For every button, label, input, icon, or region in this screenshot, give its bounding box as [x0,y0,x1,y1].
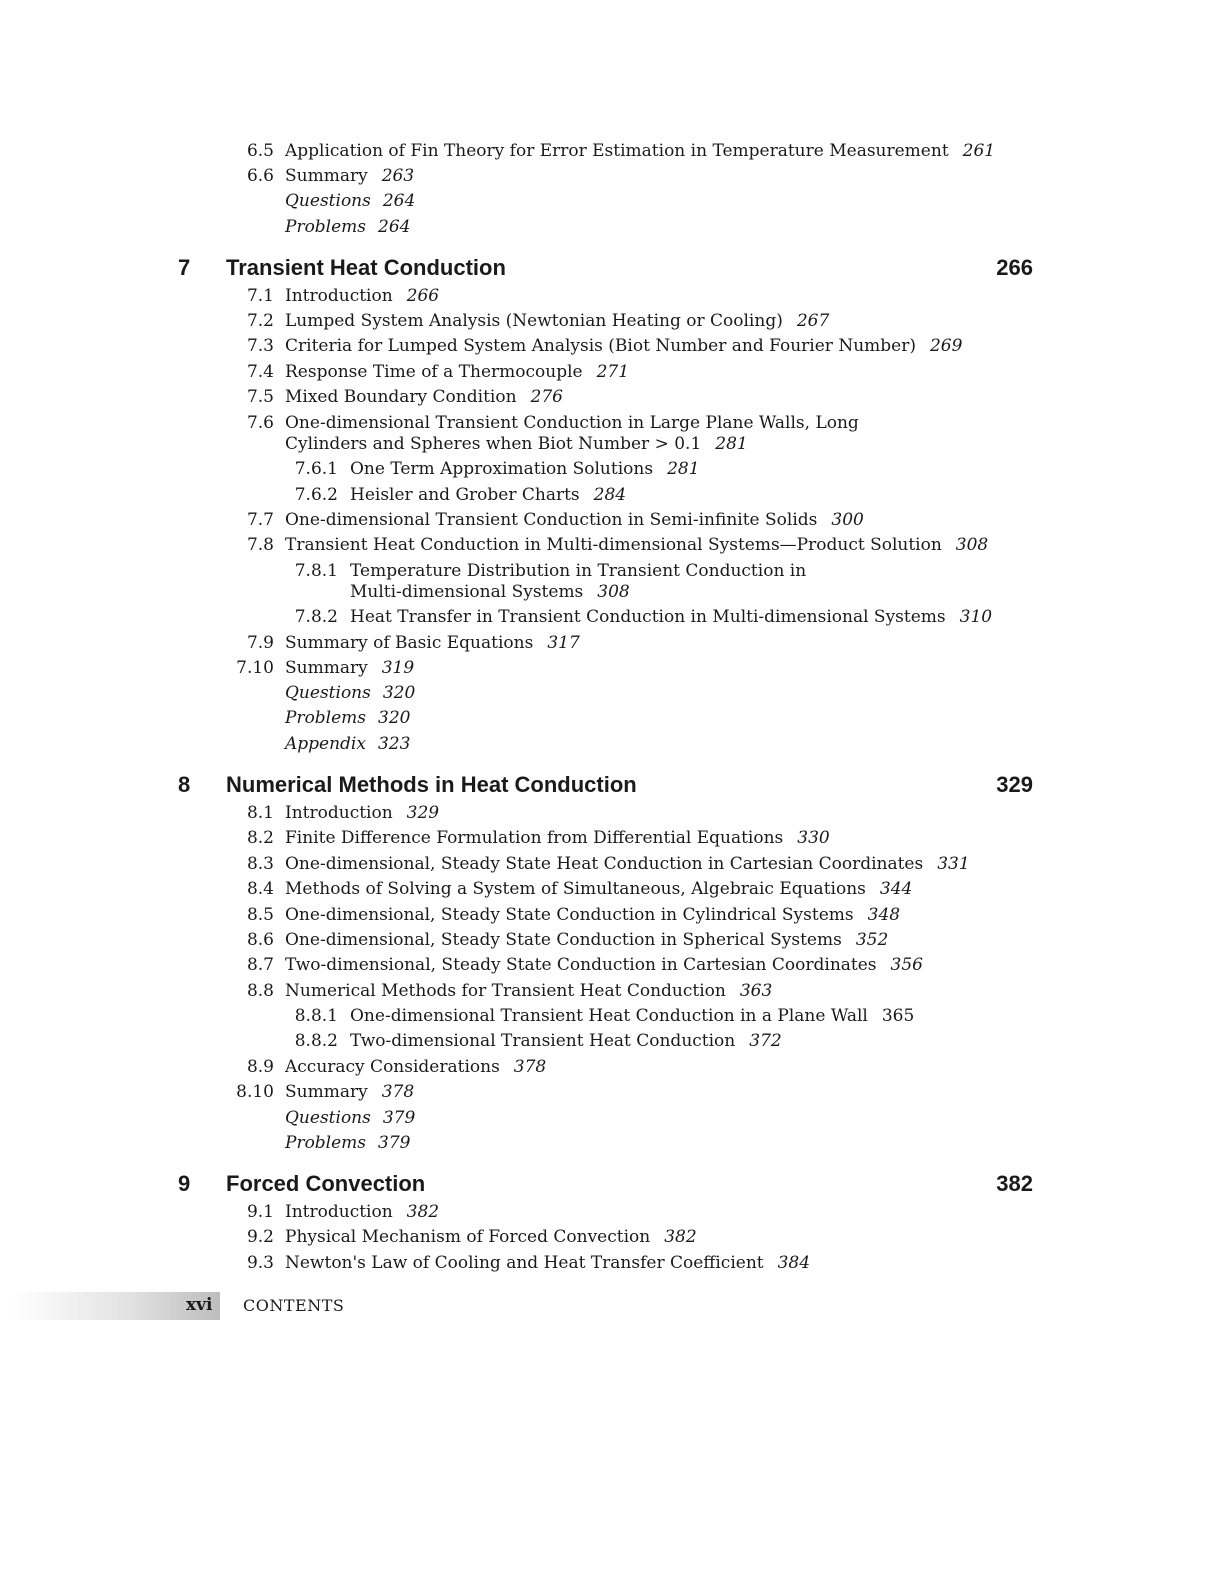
section-title: One-dimensional, Steady State Conduction in Cylindrical Systems [285,905,854,925]
section-number: 7.5 [246,387,274,407]
page-number: 284 [593,485,627,505]
page-number: 379 [382,1108,416,1128]
section-title-row [285,878,912,900]
section-title-row [285,335,962,357]
section-title: Response Time of a Thermocouple [285,362,583,382]
section-number: 8.10 [236,1082,274,1102]
section-title-row [285,1081,414,1103]
section-title: Cylinders and Spheres when Biot Number > 0.1 [285,434,702,454]
page-folio: xvi [186,1295,213,1315]
section-number: 7.1 [246,286,274,306]
section-title-row [285,361,629,383]
toc-problems [285,216,410,238]
section-title-row [285,1226,697,1248]
section-number: 9.2 [246,1227,274,1247]
section-number: 8.3 [246,854,274,874]
section-title-row [285,140,995,162]
subsection-number: 7.8.2 [294,607,338,627]
toc-questions [285,190,415,212]
page-number: 264 [378,217,411,237]
section-title: Introduction [285,803,393,823]
page-number: 378 [513,1057,547,1077]
section-title: Summary [285,166,368,186]
chapter-page: 329 [996,772,1033,797]
page-number: 276 [530,387,563,407]
section-title-row [285,386,563,408]
section-title: Introduction [285,286,393,306]
toc-problems [285,1132,410,1154]
section-title: Summary [285,658,368,678]
toc-appendix [285,733,410,755]
section-title: One-dimensional, Steady State Conduction in Spherical Systems [285,930,842,950]
section-number: 6.6 [246,166,274,186]
running-head: CONTENTS [243,1296,345,1315]
page-number: 356 [890,955,923,975]
section-title: Introduction [285,1202,393,1222]
chapter-number: 9 [178,1171,191,1196]
section-number: 6.5 [246,141,274,161]
toc-entry-continuation [350,581,630,603]
section-number: 8.4 [246,879,274,899]
page-number: 308 [955,535,989,555]
page-number: 372 [749,1031,782,1051]
section-title-row [285,632,580,654]
subsection-number: 7.6.2 [294,485,338,505]
page-number: 363 [739,981,773,1001]
page-number: 331 [937,854,970,874]
chapter-number: 8 [178,772,191,797]
section-number: 7.8 [246,535,274,555]
section-title-row [285,285,439,307]
section-title: One-dimensional Transient Conduction in Large Plane Walls, Long [285,413,859,433]
section-title: Methods of Solving a System of Simultaneous, Algebraic Equations [285,879,866,899]
page-number: 281 [667,459,700,479]
section-title: Questions [285,1108,371,1128]
section-title: Newton's Law of Cooling and Heat Transfer Coefficient [285,1253,764,1273]
section-number: 7.2 [246,311,274,331]
section-number: 9.1 [246,1202,274,1222]
page-number: 329 [406,803,440,823]
section-title: Lumped System Analysis (Newtonian Heating or Cooling) [285,311,783,331]
page-number: 271 [596,362,630,382]
section-title: One-dimensional Transient Heat Conduction in a Plane Wall [350,1006,868,1026]
section-number: 7.6 [246,413,274,433]
section-title-row [285,904,900,926]
section-number: 9.3 [246,1253,274,1273]
page-number: 319 [381,658,415,678]
subsection-number: 8.8.1 [294,1006,338,1026]
section-number: 7.7 [246,510,274,530]
section-title: Criteria for Lumped System Analysis (Biot Number and Fourier Number) [285,336,916,356]
section-number: 7.10 [236,658,274,678]
section-title: Heat Transfer in Transient Conduction in Multi-dimensional Systems [350,607,946,627]
toc-entry-continuation [285,433,748,455]
section-title-row [285,827,830,849]
section-title: Problems [285,217,367,237]
section-number: 8.9 [246,1057,274,1077]
section-title-row [285,509,864,531]
page-number: 352 [855,930,889,950]
section-title-row [285,1056,546,1078]
section-title: Problems [285,1133,367,1153]
section-title-row [285,929,888,951]
subsection-number: 8.8.2 [294,1031,338,1051]
section-title: Accuracy Considerations [285,1057,500,1077]
page-number: 384 [777,1253,811,1273]
chapter-page: 266 [996,255,1033,280]
chapter-page: 382 [996,1171,1033,1196]
section-title-row [285,1252,810,1274]
section-title-row [285,310,829,332]
section-title: Application of Fin Theory for Error Estimation in Temperature Measurement [285,141,949,161]
section-title-row [350,458,700,480]
section-title-row [285,165,414,187]
section-title-row [350,606,992,628]
page-number: 267 [796,311,830,331]
page-number: 330 [797,828,830,848]
page-number: 365 [881,1006,915,1026]
section-number: 8.2 [246,828,274,848]
section-title: Appendix [285,734,366,754]
toc-questions [285,1107,415,1129]
page-number: 308 [597,582,630,602]
section-title-row [350,484,626,506]
subsection-number: 7.6.1 [294,459,338,479]
toc-problems [285,707,410,729]
page-number: 317 [547,633,580,653]
section-title: Temperature Distribution in Transient Conduction in [350,561,807,581]
section-title-row [285,1201,439,1223]
section-number: 7.3 [246,336,274,356]
page-number: 266 [406,286,440,306]
page-number: 320 [378,708,411,728]
subsection-number: 7.8.1 [294,561,338,581]
section-title-row [350,1030,782,1052]
section-title: Summary of Basic Equations [285,633,534,653]
section-title: Summary [285,1082,368,1102]
page-number: 378 [381,1082,415,1102]
section-title: Multi-dimensional Systems [350,582,584,602]
section-title-row [285,534,988,556]
page-number: 382 [664,1227,697,1247]
page-number: 310 [959,607,993,627]
chapter-title: Forced Convection [226,1171,426,1196]
section-title: Transient Heat Conduction in Multi-dimensional Systems—Product Solution [285,535,942,555]
section-title-row [285,657,414,679]
section-number: 7.4 [246,362,274,382]
page-number: 320 [382,683,416,703]
section-title: One Term Approximation Solutions [350,459,654,479]
section-title: Questions [285,683,371,703]
section-title-row [285,954,923,976]
page-number: 261 [962,141,996,161]
page-number: 263 [381,166,415,186]
section-title: Numerical Methods for Transient Heat Conduction [285,981,726,1001]
chapter-title: Numerical Methods in Heat Conduction [226,772,637,797]
section-title: Physical Mechanism of Forced Convection [285,1227,651,1247]
section-number: 7.9 [246,633,274,653]
section-title: Heisler and Grober Charts [350,485,580,505]
section-number: 8.6 [246,930,274,950]
section-title: Questions [285,191,371,211]
section-title-row [350,1005,914,1027]
page-number: 281 [715,434,748,454]
page-number: 348 [867,905,901,925]
page-number: 323 [377,734,411,754]
section-title-row [285,980,772,1002]
section-number: 8.1 [246,803,274,823]
page-number: 264 [382,191,416,211]
chapter-number: 7 [178,255,191,280]
page-number: 300 [831,510,864,530]
section-title-row [285,853,970,875]
section-number: 8.7 [246,955,274,975]
section-title: Finite Difference Formulation from Differential Equations [285,828,784,848]
section-title: Mixed Boundary Condition [285,387,517,407]
chapter-title: Transient Heat Conduction [226,255,506,280]
section-number: 8.8 [246,981,274,1001]
page-number: 379 [378,1133,411,1153]
section-title: One-dimensional Transient Conduction in Semi-infinite Solids [285,510,818,530]
section-title: One-dimensional, Steady State Heat Conduction in Cartesian Coordinates [285,854,924,874]
section-title-row [285,802,439,824]
section-number: 8.5 [246,905,274,925]
page-number: 344 [879,879,913,899]
toc-questions [285,682,415,704]
section-title: Problems [285,708,367,728]
page-number: 382 [406,1202,440,1222]
section-title: Two-dimensional Transient Heat Conduction [350,1031,736,1051]
page-number: 269 [929,336,963,356]
section-title: Two-dimensional, Steady State Conduction in Cartesian Coordinates [285,955,877,975]
